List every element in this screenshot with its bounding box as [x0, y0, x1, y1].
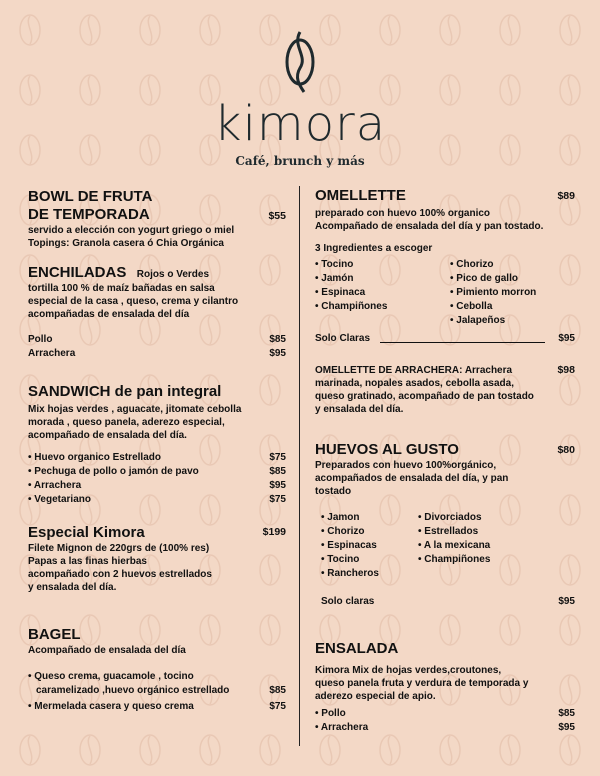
list-item — [315, 707, 575, 721]
list-item — [28, 465, 286, 479]
option-price: $85 — [558, 708, 575, 719]
huevos-title: HUEVOS AL GUSTO — [315, 441, 459, 458]
option-name: Arrachera — [28, 348, 76, 359]
list-item: • Tocino — [321, 554, 360, 565]
omellette-desc: preparado con huevo 100% organico — [315, 208, 491, 219]
section-enchiladas — [28, 264, 286, 361]
coffee-bean-icon — [282, 30, 318, 94]
option-name: • Vegetariano — [28, 494, 91, 505]
enchiladas-desc: acompañadas de ensalada del día — [28, 309, 190, 320]
option-price: $95 — [269, 348, 286, 359]
enchiladas-desc: tortilla 100 % de maíz bañadas en salsa — [28, 283, 215, 294]
option-name: • Mermelada casera y queso crema — [28, 701, 194, 712]
section-sandwich — [28, 383, 286, 507]
arrachera-price: $98 — [557, 364, 575, 376]
bowl-desc-2: Topings: Granola casera ó Chia Orgánica — [28, 238, 224, 249]
arrachera-title: OMELLETTE DE ARRACHERA: — [315, 365, 463, 376]
menu-option — [28, 670, 286, 684]
section-bagel — [28, 626, 286, 714]
list-item: • Jamon — [321, 512, 360, 523]
option-price: $75 — [269, 452, 286, 463]
bagel-title: BAGEL — [28, 626, 81, 643]
option-name: caramelizado ,huevo orgánico estrellado — [36, 685, 230, 696]
section-arrachera — [315, 364, 575, 416]
option-price: $85 — [269, 685, 286, 696]
option-name: • Pollo — [315, 708, 346, 719]
section-ensalada — [315, 640, 575, 735]
menu-option — [28, 700, 286, 714]
option-name: • Arrachera — [28, 480, 82, 491]
list-item: • Divorciados — [418, 512, 482, 523]
option-name: • Arrachera — [315, 722, 369, 733]
bowl-title-2: DE TEMPORADA — [28, 206, 150, 223]
list-item — [28, 493, 286, 507]
list-item: • A la mexicana — [418, 540, 491, 551]
bowl-title-1: BOWL DE FRUTA — [28, 188, 153, 205]
section-bowl — [28, 188, 286, 250]
brand-name: kimora — [213, 96, 387, 152]
enchiladas-subtitle: Rojos o Verdes — [136, 269, 210, 280]
especial-desc: y ensalada del día. — [28, 582, 117, 593]
ensalada-desc: aderezo especial de apio. — [315, 691, 436, 702]
omellette-price: $89 — [557, 190, 575, 202]
list-item — [315, 721, 575, 735]
option-price: $95 — [558, 722, 575, 733]
enchiladas-title: ENCHILADAS — [28, 264, 127, 281]
arrachera-desc: queso gratinado, acompañado de pan tostado — [315, 391, 534, 402]
especial-title: Especial Kimora — [28, 524, 145, 541]
solo-claras-price: $95 — [558, 333, 575, 344]
especial-desc: acompañado con 2 huevos estrellados — [28, 569, 212, 580]
especial-subtitle: Filete Mignon de 220grs de (100% res) — [28, 543, 210, 554]
solo-claras-label: Solo claras — [321, 596, 375, 607]
list-item: • Cebolla — [450, 301, 493, 312]
option-price: $95 — [269, 480, 286, 491]
section-especial — [28, 524, 286, 594]
option-price: $75 — [269, 494, 286, 505]
option-name: • Huevo organico Estrellado — [28, 452, 161, 463]
especial-desc: Papas a las finas hierbas — [28, 556, 147, 567]
list-item: • Jalapeños — [450, 315, 506, 326]
list-item: • Champiñones — [315, 301, 388, 312]
list-item: • Estrellados — [418, 526, 479, 537]
menu-option — [28, 684, 286, 698]
bowl-price: $55 — [268, 210, 286, 222]
list-item: • Pimiento morron — [450, 287, 537, 298]
list-item: • Tocino — [315, 259, 354, 270]
arrachera-title-rest: Arrachera — [462, 365, 513, 376]
huevos-desc: acompañados de ensalada del día, y pan — [315, 473, 509, 484]
arrachera-desc: marinada, nopales asados, cebolla asada, — [315, 378, 514, 389]
menu-option — [28, 347, 286, 361]
huevos-desc: Preparados con huevo 100%orgánico, — [315, 460, 497, 471]
list-item: • Rancheros — [321, 568, 379, 579]
column-divider — [299, 186, 300, 746]
brand-tagline: Café, brunch y más — [235, 154, 365, 168]
list-item — [28, 451, 286, 465]
option-price: $85 — [269, 334, 286, 345]
list-item: • Espinacas — [321, 540, 377, 551]
omellette-title: OMELLETTE — [315, 187, 406, 204]
list-item: • Pico de gallo — [450, 273, 518, 284]
bagel-desc: Acompañado de ensalada del día — [28, 645, 186, 656]
section-huevos — [315, 441, 575, 609]
sandwich-desc: acompañado de ensalada del día. — [28, 430, 187, 441]
enchiladas-desc: especial de la casa , queso, crema y cilantro — [28, 296, 239, 307]
ensalada-title: ENSALADA — [315, 640, 399, 657]
option-name: Pollo — [28, 334, 53, 345]
option-price: $85 — [269, 466, 286, 477]
bowl-desc-1: servido a elección con yogurt griego o miel — [28, 225, 235, 236]
option-price: $75 — [269, 701, 286, 712]
list-item — [28, 479, 286, 493]
especial-price: $199 — [262, 526, 286, 538]
solo-claras-price: $95 — [558, 596, 575, 607]
list-item: • Champiñones — [418, 554, 491, 565]
solo-claras-row — [315, 595, 575, 609]
option-name: • Pechuga de pollo o jamón de pavo — [28, 466, 199, 477]
sandwich-title: SANDWICH de pan integral — [28, 383, 222, 400]
section-omellette — [315, 187, 575, 346]
list-item: • Chorizo — [321, 526, 365, 537]
huevos-price: $80 — [557, 444, 575, 456]
menu-option — [28, 333, 286, 347]
sandwich-desc: morada , queso panela, aderezo especial, — [28, 417, 225, 428]
omellette-desc: Acompañado de ensalada del día y pan tostado. — [315, 221, 544, 232]
arrachera-desc: y ensalada del día. — [315, 404, 404, 415]
logo — [0, 30, 600, 168]
sandwich-desc: Mix hojas verdes , aguacate, jitomate cebolla — [28, 404, 242, 415]
list-item: • Espinaca — [315, 287, 366, 298]
ensalada-desc: Kimora Mix de hojas verdes,croutones, — [315, 665, 502, 676]
option-name: • Queso crema, guacamole , tocino — [28, 671, 194, 682]
list-item: • Chorizo — [450, 259, 494, 270]
list-item: • Jamón — [315, 273, 354, 284]
dotted-leader — [380, 342, 545, 343]
solo-claras-label: Solo Claras — [315, 333, 371, 344]
solo-claras-row — [315, 332, 575, 346]
huevos-desc: tostado — [315, 486, 352, 497]
ensalada-desc: queso panela fruta y verdura de temporada y — [315, 678, 529, 689]
ingredients-label: 3 Ingredientes a escoger — [315, 243, 433, 254]
